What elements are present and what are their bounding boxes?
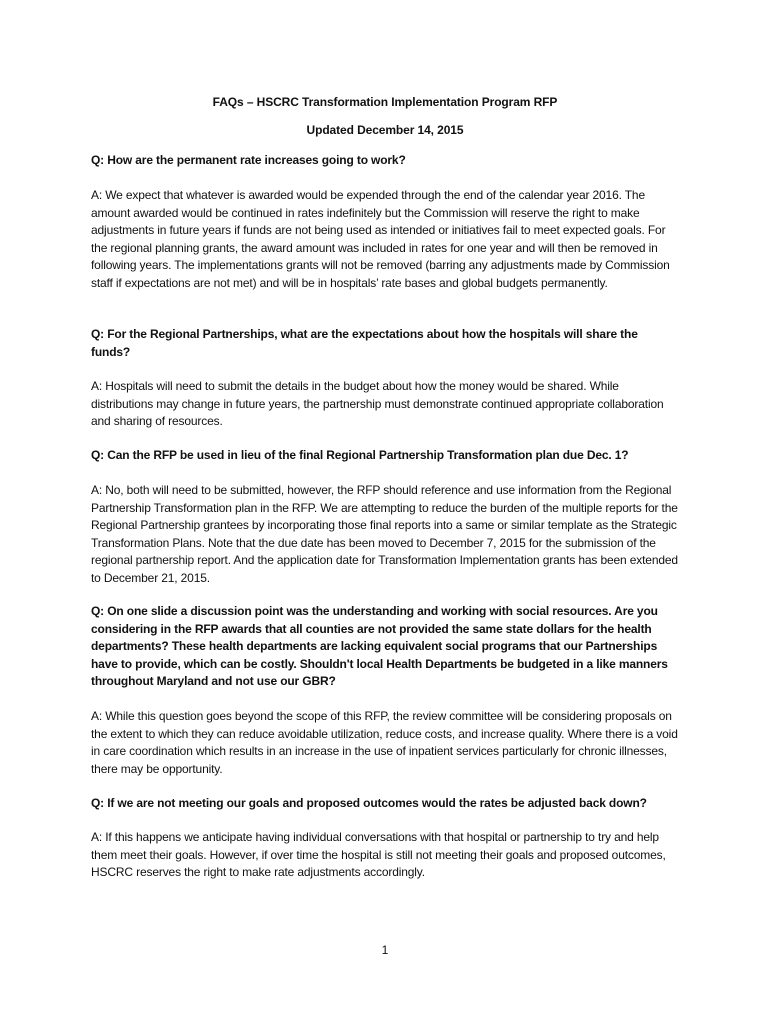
- document-title: FAQs – HSCRC Transformation Implementation Program RFP: [212, 95, 558, 109]
- faq-answer-5: A: If this happens we anticipate having individual conversations with that hospital or partnership to try and help them meet their goals. However, if over time the hospital is still not meeting their goals and proposed outcomes, HSCRC reserves the right to make rate adjustments accordingly.: [91, 830, 666, 879]
- faq-question-4: Q: On one slide a discussion point was the understanding and working with social resources. Are you considering in the RFP awards that all counties are not provided the same state dollars for the health departments? These health departments are lacking equivalent social programs that our Partnerships have to provide, which can be costly. Shouldn't local Health Departments be budgeted in a like manners throughout Maryland and not use our GBR?: [91, 604, 668, 688]
- faq-question-5: Q: If we are not meeting our goals and proposed outcomes would the rates be adjusted back down?: [91, 796, 647, 810]
- updated-date: Updated December 14, 2015: [306, 123, 464, 137]
- faq-question-2: Q: For the Regional Partnerships, what are the expectations about how the hospitals will share the funds?: [91, 327, 638, 359]
- faq-answer-1: A: We expect that whatever is awarded would be expended through the end of the calendar year 2016. The amount awarded would be continued in rates indefinitely but the Commission will reserve the right to make adjustments in future years if funds are not being used as intended or initiatives fail to meet expected goals. For the regional planning grants, the award amount was included in rates for one year and will then be removed in following years. The implementations grants will not be removed (barring any adjustments made by Commission staff if expectations are not met) and will be in hospitals’ rate bases and global budgets permanently.: [91, 188, 670, 290]
- faq-question-3: Q: Can the RFP be used in lieu of the final Regional Partnership Transformation plan due Dec. 1?: [91, 448, 629, 462]
- faq-question-1: Q: How are the permanent rate increases going to work?: [91, 153, 406, 167]
- page-number: 1: [381, 943, 389, 957]
- faq-answer-3: A: No, both will need to be submitted, however, the RFP should reference and use information from the Regional Partnership Transformation plan in the RFP. We are attempting to reduce the burden of the multiple reports for the Regional Partnership grantees by incorporating those final reports into a same or similar template as the Strategic Transformation Plans. Note that the due date has been moved to December 7, 2015 for the submission of the regional partnership report. And the application date for Transformation Implementation grants has been extended to December 21, 2015.: [91, 483, 678, 585]
- faq-answer-4: A: While this question goes beyond the scope of this RFP, the review committee will be considering proposals on the extent to which they can reduce avoidable utilization, reduce costs, and increase quality. Where there is a void in care coordination which results in an increase in the use of inpatient services particularly for chronic illnesses, there may be opportunity.: [91, 709, 678, 776]
- faq-answer-2: A: Hospitals will need to submit the details in the budget about how the money would be shared. While distributions may change in future years, the partnership must demonstrate continued appropriate collaboration and sharing of resources.: [91, 379, 664, 428]
